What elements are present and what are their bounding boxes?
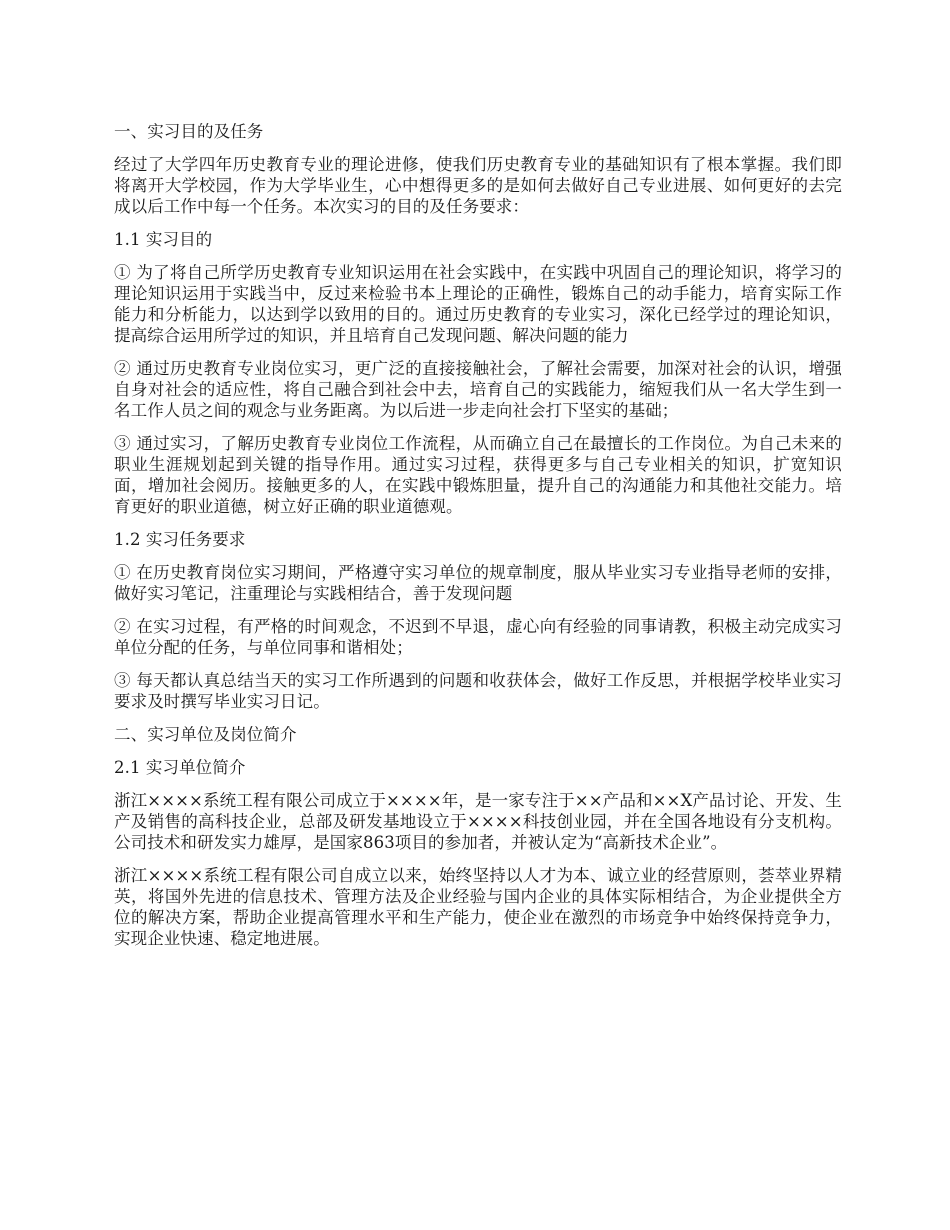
section-1-2-heading: 1.2 实习任务要求 bbox=[114, 530, 246, 549]
section-2-heading: 二、实习单位及岗位简介 bbox=[114, 725, 297, 744]
document-page bbox=[114, 121, 842, 961]
intro-paragraph: 经过了大学四年历史教育专业的理论进修，使我们历史教育专业的基础知识有了根本掌握。我们即将离开大学校园，作为大学毕业生，心中想得更多的是如何去做好自己专业进展、如何更好的去完成以后工作中每一个任务。本次实习的目的及任务要求： bbox=[114, 155, 842, 216]
purpose-item-1: ① 为了将自己所学历史教育专业知识运用在社会实践中，在实践中巩固自己的理论知识，将学习的理论知识运用于实践当中，反过来检验书本上理论的正确性，锻炼自己的动手能力，培育实际工作能力和分析能力，以达到学以致用的目的。通过历史教育的专业实习，深化已经学过的理论知识，提高综合运用所学过的知识，并且培育自己发现问题、解决问题的能力 bbox=[114, 263, 842, 345]
company-paragraph-1: 浙江××××系统工程有限公司成立于××××年，是一家专注于××产品和××X产品讨论、开发、生产及销售的高科技企业，总部及研发基地设立于××××科技创业园，并在全国各地设有分支机构。公司技术和研发实力雄厚，是国家863项目的参加者，并被认定为“高新技术企业”。 bbox=[114, 791, 842, 852]
task-item-1: ① 在历史教育岗位实习期间，严格遵守实习单位的规章制度，服从毕业实习专业指导老师的安排，做好实习笔记，注重理论与实践相结合，善于发现问题 bbox=[114, 563, 842, 603]
section-2-1-heading: 2.1 实习单位简介 bbox=[114, 758, 246, 777]
section-1-1-heading: 1.1 实习目的 bbox=[114, 230, 213, 249]
purpose-item-2: ② 通过历史教育专业岗位实习，更广泛的直接接触社会，了解社会需要，加深对社会的认识，增强自身对社会的适应性，将自己融合到社会中去，培育自己的实践能力，缩短我们从一名大学生到一名工作人员之间的观念与业务距离。为以后进一步走向社会打下坚实的基础； bbox=[114, 359, 842, 420]
section-1-heading: 一、实习目的及任务 bbox=[114, 122, 264, 141]
task-item-3: ③ 每天都认真总结当天的实习工作所遇到的问题和收获体会，做好工作反思，并根据学校毕业实习要求及时撰写毕业实习日记。 bbox=[114, 671, 842, 711]
task-item-2: ② 在实习过程，有严格的时间观念，不迟到不早退，虚心向有经验的同事请教，积极主动完成实习单位分配的任务，与单位同事和谐相处； bbox=[114, 617, 842, 657]
purpose-item-3: ③ 通过实习，了解历史教育专业岗位工作流程，从而确立自己在最擅长的工作岗位。为自己未来的职业生涯规划起到关键的指导作用。通过实习过程，获得更多与自己专业相关的知识，扩宽知识面，增加社会阅历。接触更多的人，在实践中锻炼胆量，提升自己的沟通能力和其他社交能力。培育更好的职业道德，树立好正确的职业道德观。 bbox=[114, 434, 842, 516]
company-paragraph-2: 浙江××××系统工程有限公司自成立以来，始终坚持以人才为本、诚立业的经营原则，荟萃业界精英，将国外先进的信息技术、管理方法及企业经验与国内企业的具体实际相结合，为企业提供全方位的解决方案，帮助企业提高管理水平和生产能力，使企业在激烈的市场竞争中始终保持竞争力，实现企业快速、稳定地进展。 bbox=[114, 866, 842, 948]
